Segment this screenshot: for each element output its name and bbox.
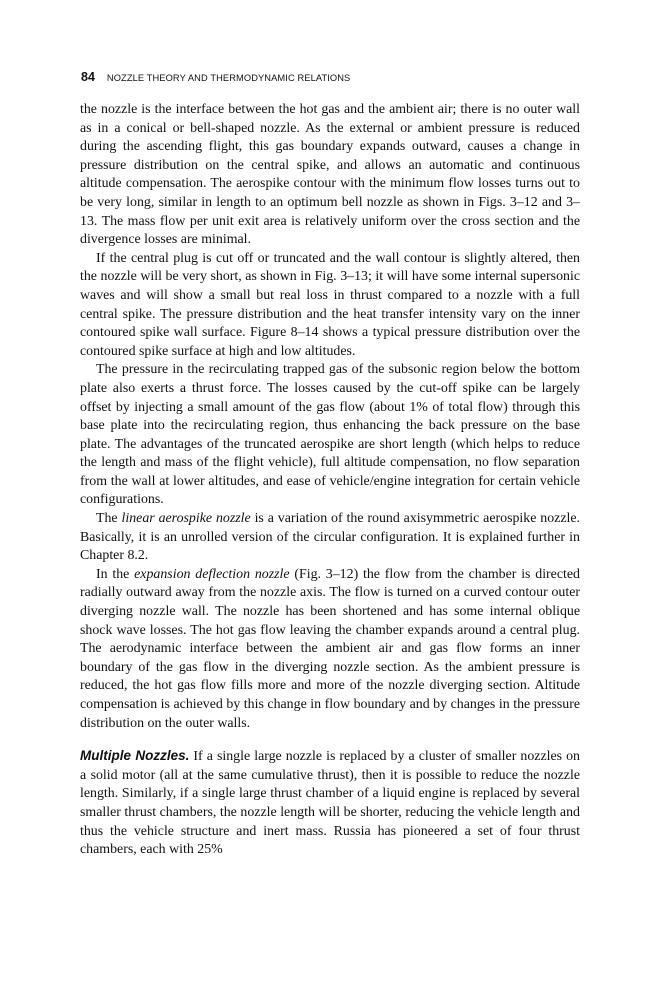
paragraph-expansion-deflection	[80, 566, 580, 733]
text-run: is a variation of the round axisymmetric aerospike nozzle. Basically, it is an unrolled version of the circular configuration. It is explained further in Chapter 8.2.	[80, 511, 580, 564]
text-run: The	[96, 511, 122, 527]
paragraph-truncated-plug: If the central plug is cut off or truncated and the wall contour is slightly altered, then the nozzle will be very short, as shown in Fig. 3–13; it will have some internal supersonic waves and will show a small but real loss in thrust compared to a nozzle with a full central spike. The pressure distribution and the heat transfer intensity vary on the inner contoured spike wall surface. Figure 8–14 shows a typical pressure distribution over the contoured spike surface at high and low altitudes.	[80, 250, 580, 359]
running-title: NOZZLE THEORY AND THERMODYNAMIC RELATIONS	[106, 73, 351, 83]
page-header	[81, 70, 350, 84]
paragraph-multiple-nozzles	[80, 747, 580, 860]
paragraph-recirculating-gas: The pressure in the recirculating trapped gas of the subsonic region below the bottom plate also exerts a thrust force. The losses caused by the cut-off spike can be largely offset by injecting a small amount of the gas flow (about 1% of total flow) through this base plate into the recirculating region, thus enhancing the back pressure on the base plate. The advantages of the truncated aerospike are short length (which helps to reduce the length and mass of the flight vehicle), full altitude compensation, no flow separation from the wall at lower altitudes, and ease of vehicle/engine integration for certain vehicle configurations.	[80, 362, 580, 508]
paragraph-linear-aerospike	[80, 510, 580, 566]
italic-term: expansion deflection nozzle	[134, 566, 290, 582]
text-run: If a single large nozzle is replaced by a cluster of smaller nozzles on a solid motor (all at the same cumulative thrust), then it is possible to reduce the nozzle length. Similarly, if a single large thrust chamber of a liquid engine is replaced by several smaller thrust chambers, the nozzle length will be shorter, reducing the vehicle length and thus the vehicle structure and inert mass. Russia has pioneered a set of four thrust chambers, each with 25%	[80, 749, 580, 858]
page-number: 84	[81, 70, 95, 84]
italic-term: linear aerospike nozzle	[121, 511, 251, 527]
section-heading: Multiple Nozzles.	[80, 748, 190, 764]
paragraph-aerospike-boundary: the nozzle is the interface between the hot gas and the ambient air; there is no outer wall as in a conical or bell-shaped nozzle. As the external or ambient pressure is reduced during the ascending flight, this gas boundary expands outward, causes a change in pressure distribution on the central spike, and allows an automatic and continuous altitude compensation. The aerospike contour with the minimum flow losses turns out to be very long, similar in length to an optimum bell nozzle as shown in Figs. 3–12 and 3–13. The mass flow per unit exit area is relatively uniform over the cross section and the divergence losses are minimal.	[80, 102, 580, 248]
text-run: In the	[96, 566, 135, 582]
text-run: (Fig. 3–12) the flow from the chamber is directed radially outward away from the nozzle axis. The flow is turned on a curved contour outer diverging nozzle wall. The nozzle has been shortened and has some internal oblique shock wave losses. The hot gas flow leaving the chamber expands around a central plug. The aerodynamic interface between the ambient air and gas flow forms an inner boundary of the gas flow in the diverging nozzle section. As the ambient pressure is reduced, the hot gas flow fills more and more of the nozzle diverging section. Altitude compensation is achieved by this change in flow boundary and by changes in the pressure distribution on the outer walls.	[80, 566, 580, 731]
body-text	[80, 101, 580, 860]
